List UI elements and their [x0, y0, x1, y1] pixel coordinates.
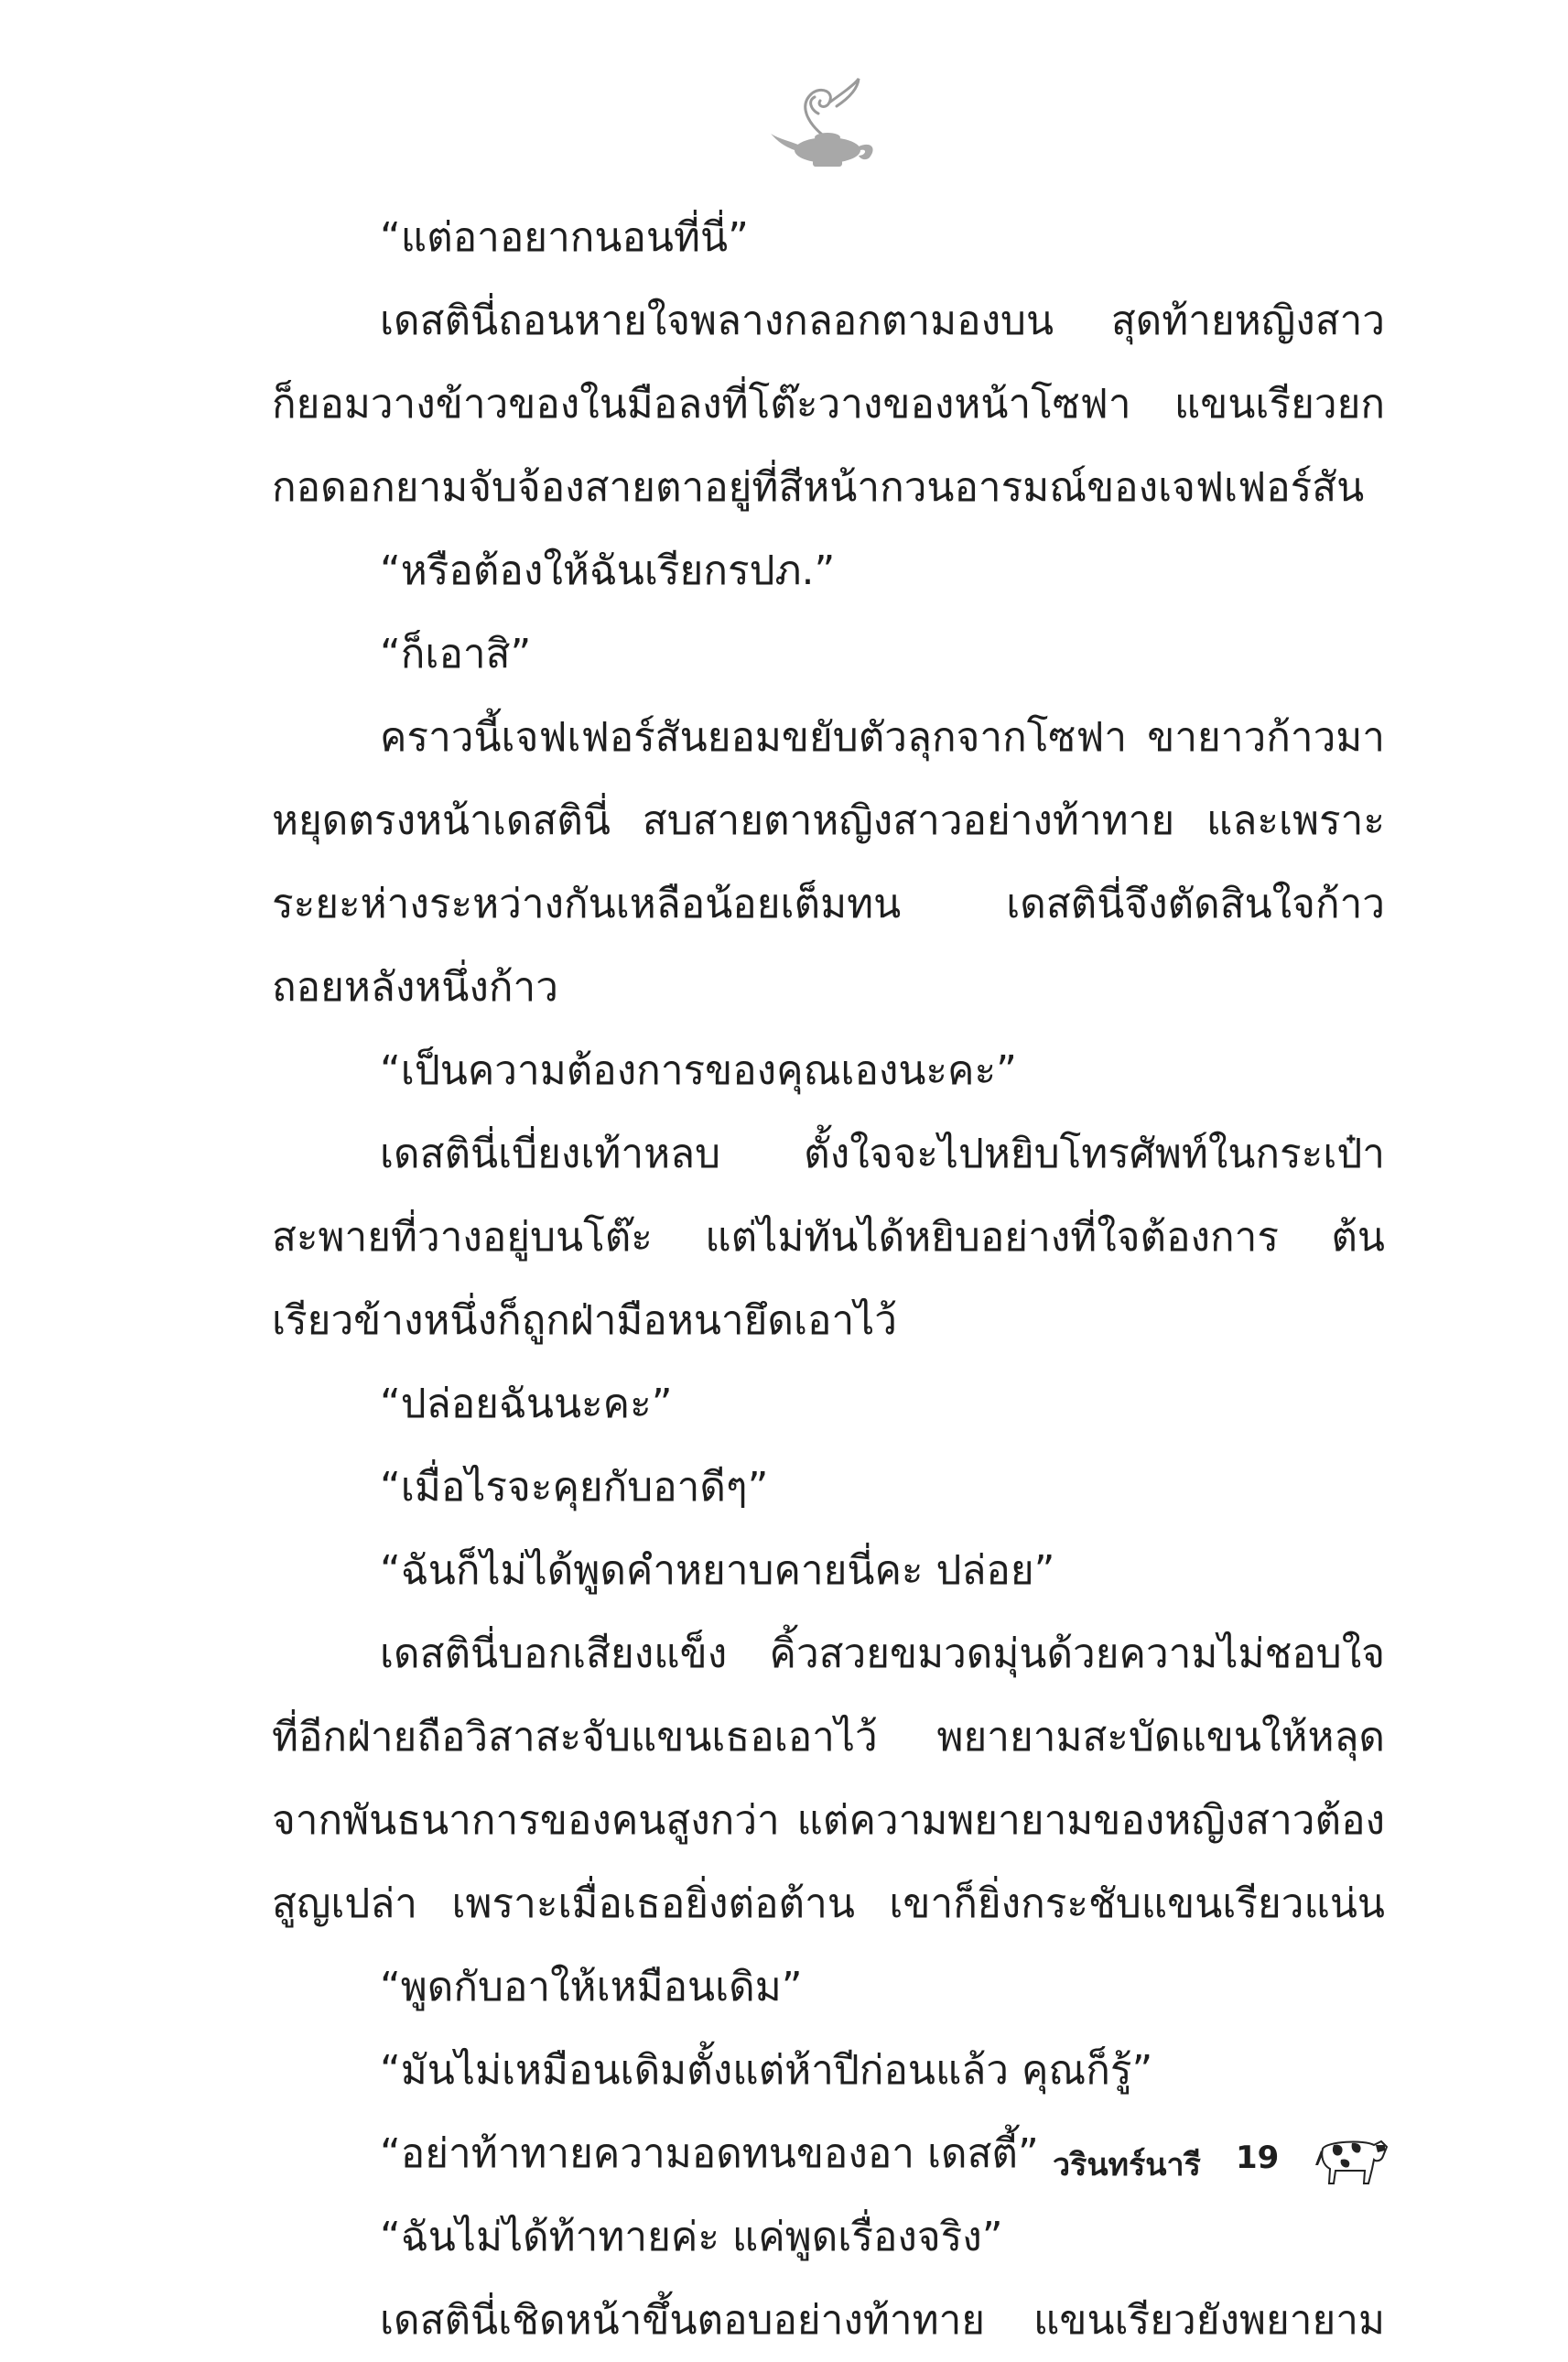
text-line: ถอยหลังหนึ่งก้าว — [272, 964, 558, 1011]
text-line: เรียวข้างหนึ่งก็ถูกฝ่ามือหนายึดเอาไว้ — [272, 1297, 897, 1344]
text-line: เดสตินี่เชิดหน้าขึ้นตอบอย่างท้าทาย แขนเรียวยังพยายาม — [380, 2297, 1385, 2344]
text-line: ที่อีกฝ่ายถือวิสาสะจับแขนเธอเอาไว้ พยายามสะบัดแขนให้หลุด — [272, 1714, 1385, 1761]
text-line: ก็ยอมวางข้าวของในมือลงที่โต๊ะวางของหน้าโซฟา แขนเรียวยก — [272, 381, 1385, 428]
text-line: หยุดตรงหน้าเดสตินี่ สบสายตาหญิงสาวอย่างท้าทาย และเพราะ — [272, 797, 1385, 844]
body-text — [272, 196, 1385, 2362]
text-line: “แต่อาอยากนอนที่นี่” — [380, 214, 749, 261]
text-line: “พูดกับอาให้เหมือนเดิม” — [380, 1964, 803, 2010]
text-line: “เป็นความต้องการของคุณเองนะคะ” — [380, 1047, 1017, 1094]
text-line: เดสตินี่บอกเสียงแข็ง คิ้วสวยขมวดมุ่นด้วยความไม่ชอบใจ — [380, 1631, 1385, 1677]
text-line: “ก็เอาสิ” — [380, 631, 532, 677]
text-line: กอดอกยามจับจ้องสายตาอยู่ที่สีหน้ากวนอารมณ์ของเจฟเฟอร์สัน — [272, 464, 1365, 511]
text-line: “หรือต้องให้ฉันเรียกรปภ.” — [380, 547, 836, 594]
book-title: วรินทร์นารี — [1053, 2147, 1201, 2183]
text-line: “เมื่อไรจะคุยกับอาดีๆ” — [380, 1464, 769, 1511]
page-footer — [1053, 2129, 1391, 2202]
cow-icon — [1314, 2129, 1391, 2193]
genie-lamp-icon — [771, 73, 881, 174]
text-line: สูญเปล่า เพราะเมื่อเธอยิ่งต่อต้าน เขาก็ยิ่งกระชับแขนเรียวแน่น — [272, 1880, 1385, 1927]
text-line: “อย่าท้าทายความอดทนของอา เดสตี้” — [380, 2130, 1039, 2177]
text-line: “ปล่อยฉันนะคะ” — [380, 1381, 673, 1427]
text-line: เดสตินี่เบี่ยงเท้าหลบ ตั้งใจจะไปหยิบโทรศัพท์ในกระเป๋า — [380, 1131, 1385, 1177]
text-line: เดสตินี่ถอนหายใจพลางกลอกตามองบน สุดท้ายหญิงสาว — [380, 298, 1385, 344]
text-line: “ฉันไม่ได้ท้าทายค่ะ แค่พูดเรื่องจริง” — [380, 2214, 1003, 2260]
text-line: ระยะห่างระหว่างกันเหลือน้อยเต็มทน เดสตินี่จึงตัดสินใจก้าว — [272, 881, 1385, 927]
page-number: 19 — [1236, 2140, 1280, 2176]
text-line: “มันไม่เหมือนเดิมตั้งแต่ห้าปีก่อนแล้ว คุณก็รู้” — [380, 2047, 1153, 2094]
text-line: จากพันธนาการของคนสูงกว่า แต่ความพยายามของหญิงสาวต้อง — [272, 1797, 1385, 1844]
text-line: คราวนี้เจฟเฟอร์สันยอมขยับตัวลุกจากโซฟา ขายาวก้าวมา — [380, 714, 1385, 761]
text-line: สะพายที่วางอยู่บนโต๊ะ แต่ไม่ทันได้หยิบอย่างที่ใจต้องการ ต้น — [272, 1214, 1385, 1261]
text-line: “ฉันก็ไม่ได้พูดคำหยาบคายนี่คะ ปล่อย” — [380, 1547, 1055, 1594]
